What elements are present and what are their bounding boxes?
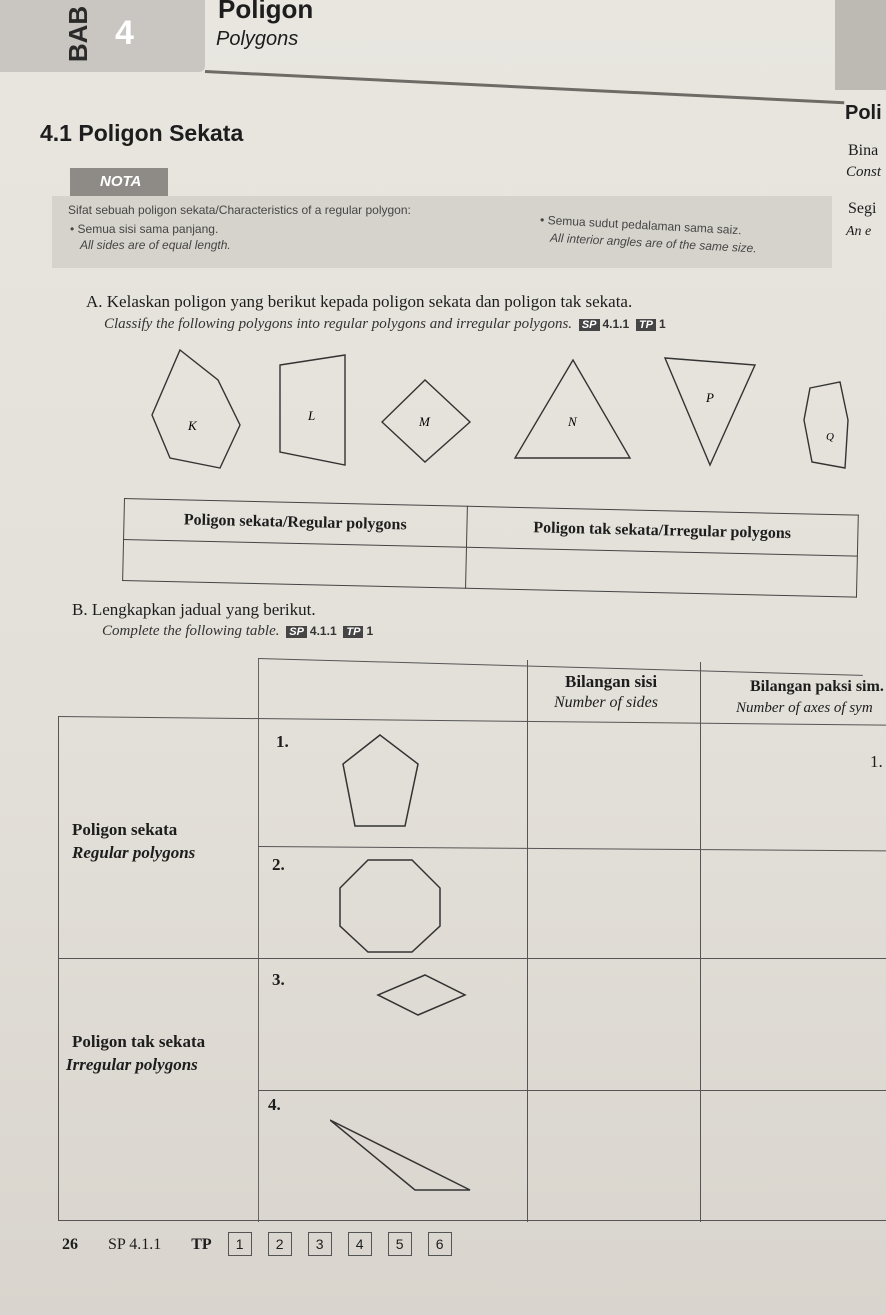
group-label-irregular-translation: Irregular polygons: [66, 1055, 198, 1074]
tp-level-box[interactable]: 6: [428, 1232, 452, 1256]
table-figures: [330, 730, 490, 1210]
shape-label-n: N: [568, 414, 577, 429]
section-title: 4.1 Poligon Sekata: [40, 120, 244, 146]
shape-label-m: M: [419, 414, 430, 429]
note-heading: Sifat sebuah poligon sekata/Characteristics of a regular polygon:: [68, 203, 411, 217]
table-line: [58, 716, 59, 1221]
question-b-text: B. Lengkapkan jadual yang berikut.: [72, 600, 316, 619]
next-page-edge: [835, 0, 886, 90]
next-page-text: Segi: [848, 200, 877, 217]
tp-level-box[interactable]: 5: [388, 1232, 412, 1256]
shape-label-p: P: [706, 390, 714, 405]
question-b-translation: [102, 623, 373, 640]
sp-code: 4.1.1: [602, 317, 630, 331]
polygon-figures: [140, 340, 860, 500]
next-page-title: Poli: [845, 102, 882, 124]
chapter-number: 4: [115, 14, 134, 52]
tp-level-box[interactable]: 4: [348, 1232, 372, 1256]
answer-cell-sides-3[interactable]: [530, 962, 698, 1088]
tp-badge: TP: [343, 626, 363, 638]
question-a-translation-text: Classify the following polygons into regular polygons and irregular polygons.: [104, 316, 573, 332]
tp-level-box[interactable]: 2: [268, 1232, 292, 1256]
group-label-irregular: Poligon tak sekata: [72, 1032, 206, 1051]
regular-answer-cell[interactable]: [123, 540, 466, 589]
answer-cell-axes-2[interactable]: [703, 850, 873, 956]
table-line: [258, 658, 259, 1222]
regular-column-header: Poligon sekata/Regular polygons: [124, 499, 467, 548]
tp-badge: TP: [636, 319, 656, 331]
group-label-regular-translation: Regular polygons: [72, 843, 196, 862]
answer-cell-axes-4[interactable]: [703, 1094, 873, 1218]
tp-value: 1: [659, 317, 666, 331]
irregular-column-header: Poligon tak sekata/Irregular polygons: [466, 506, 858, 556]
shape-label-l: L: [308, 408, 316, 423]
pentagon-shape: [343, 735, 418, 826]
next-page-number: 1.: [870, 752, 883, 771]
note-label: NOTA: [70, 168, 168, 196]
axes-header: Bilangan paksi sim.: [750, 678, 884, 695]
rhombus-shape: [378, 975, 465, 1015]
footer-sp: SP 4.1.1: [108, 1236, 162, 1253]
table-line: [58, 1220, 886, 1221]
sides-header-translation: Number of sides: [554, 694, 658, 711]
axes-header-translation: Number of axes of sym: [736, 700, 873, 716]
next-page-text: An e: [846, 224, 872, 239]
row-number: 3.: [272, 970, 285, 989]
answer-cell-axes-3[interactable]: [703, 962, 873, 1088]
sp-badge: SP: [579, 319, 600, 331]
classification-table: [122, 498, 859, 598]
chapter-label: BAB: [63, 5, 93, 63]
triangle-shape: [330, 1120, 470, 1190]
shape-label-q: Q: [826, 431, 834, 443]
note-bullet-translation: All sides are of equal length.: [80, 238, 231, 252]
shape-label-k: K: [188, 418, 197, 433]
polygon-q-shape: [804, 382, 848, 468]
row-number: 1.: [276, 732, 289, 751]
question-a-translation: [104, 316, 666, 333]
page-footer: [62, 1232, 452, 1256]
octagon-shape: [340, 860, 440, 952]
note-bullet-translation: All interior angles are of the same size.: [549, 230, 757, 256]
table-line: [700, 662, 701, 1222]
sides-header: Bilangan sisi: [565, 672, 658, 691]
note-bullet: • Semua sisi sama panjang.: [70, 222, 219, 236]
chapter-subtitle: Polygons: [216, 28, 299, 50]
table-line: [258, 658, 863, 676]
chapter-title: Poligon: [218, 0, 314, 24]
next-page-text: Const: [846, 164, 882, 180]
next-page-text: Bina: [848, 142, 879, 159]
question-b-translation-text: Complete the following table.: [102, 623, 280, 639]
row-number: 2.: [272, 855, 285, 874]
footer-tp: TP: [191, 1236, 212, 1253]
table-line: [527, 660, 528, 1222]
sp-badge: SP: [286, 626, 307, 638]
answer-cell-sides-4[interactable]: [530, 1094, 698, 1218]
header-divider: [205, 70, 844, 104]
tp-value: 1: [366, 624, 374, 638]
answer-cell-sides-1[interactable]: [530, 720, 698, 844]
question-a-text: A. Kelaskan poligon yang berikut kepada poligon sekata dan poligon tak sekata.: [86, 292, 633, 311]
polygon-p-shape: [665, 358, 755, 465]
answer-cell-axes-1[interactable]: [703, 720, 873, 844]
polygon-n-shape: [515, 360, 630, 458]
tp-level-box[interactable]: 3: [308, 1232, 332, 1256]
irregular-answer-cell[interactable]: [465, 547, 857, 597]
sp-code: 4.1.1: [309, 624, 337, 638]
page-number: 26: [62, 1236, 78, 1253]
group-label-regular: Poligon sekata: [72, 820, 178, 839]
polygon-k-shape: [152, 350, 240, 468]
note-bullet: • Semua sudut pedalaman sama saiz.: [539, 212, 742, 238]
row-number: 4.: [268, 1095, 281, 1114]
answer-cell-sides-2[interactable]: [530, 850, 698, 956]
tp-level-box[interactable]: 1: [228, 1232, 252, 1256]
